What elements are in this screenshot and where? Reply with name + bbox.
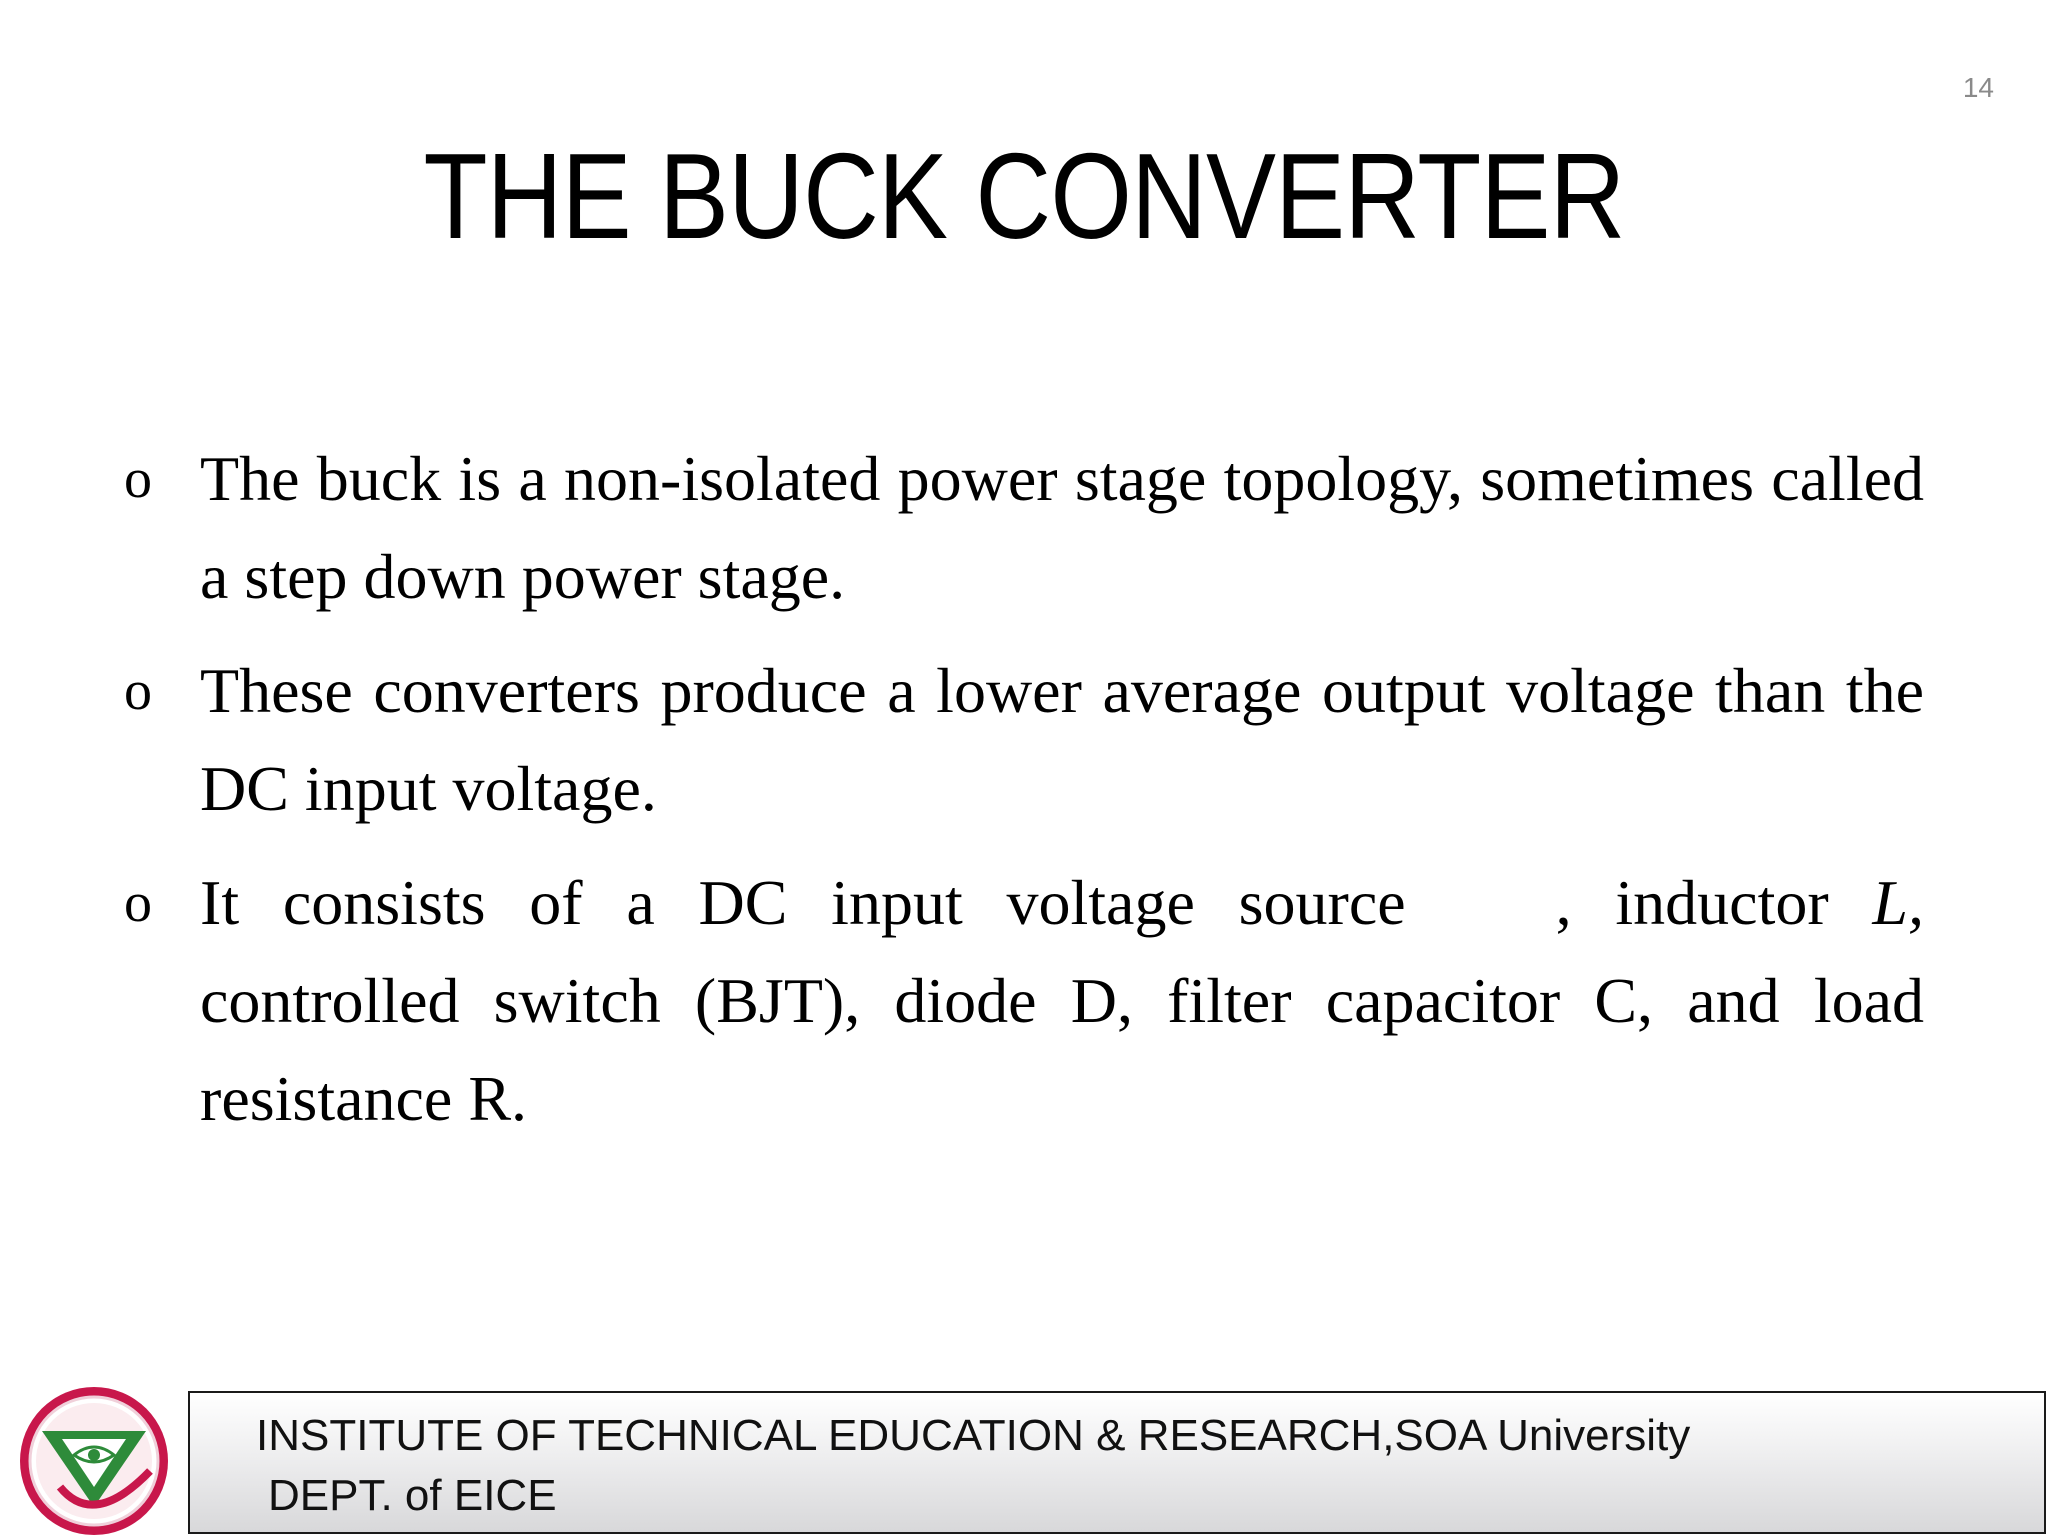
inductor-symbol: L, (1872, 867, 1924, 938)
university-seal-icon (0, 1379, 188, 1536)
footer-department: DEPT. of EICE (268, 1471, 557, 1520)
seal-pupil (88, 1449, 100, 1461)
bullet-text-part3: controlled switch (BJT), diode D, filter capacitor C, and load resistance R. (200, 965, 1924, 1134)
bullet-marker: o (124, 660, 152, 722)
bullet-item (118, 430, 1924, 626)
bullet-item (118, 642, 1924, 838)
bullet-text-part1: It consists of a DC input voltage source (200, 867, 1406, 938)
bullet-text-part2: , inductor (1555, 867, 1829, 938)
bullet-marker: o (124, 448, 152, 510)
slide-title: THE BUCK CONVERTER (423, 128, 1625, 264)
slide-number: 14 (1962, 72, 1994, 103)
footer-bar (188, 1391, 2046, 1534)
bullet-list (118, 430, 1924, 1164)
bullet-text: These converters produce a lower average output voltage than the DC input voltage. (200, 655, 1924, 824)
bullet-marker: o (124, 872, 152, 934)
bullet-item (118, 854, 1924, 1148)
bullet-text: The buck is a non-isolated power stage topology, sometimes called a step down power stage. (200, 443, 1924, 612)
footer-institute: INSTITUTE OF TECHNICAL EDUCATION & RESEARCH,SOA University (256, 1411, 1691, 1460)
